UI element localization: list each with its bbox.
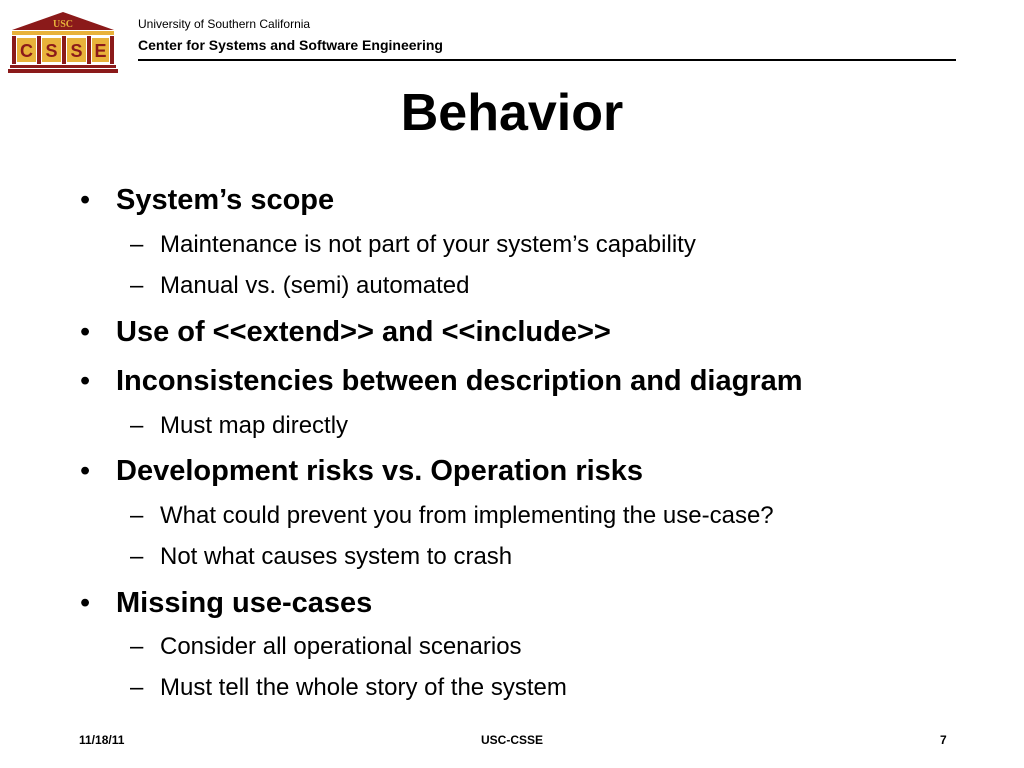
footer-date: 11/18/11	[79, 733, 125, 747]
bullet-item	[80, 183, 334, 217]
sub-bullet-mark: –	[130, 502, 144, 529]
logo-usc-text: USC	[52, 19, 74, 30]
logo-letter: S	[70, 41, 83, 61]
bullet-item	[80, 315, 611, 349]
sub-bullet-text: Maintenance is not part of your system’s capability	[160, 231, 696, 258]
sub-bullet-mark: –	[130, 674, 144, 701]
sub-bullet-mark: –	[130, 543, 144, 570]
footer-center-label: USC-CSSE	[480, 733, 543, 747]
bullet-text: Development risks vs. Operation risks	[116, 455, 644, 487]
sub-bullet-mark: –	[130, 272, 144, 299]
university-name: University of Southern California	[138, 17, 311, 31]
page-number: 7	[940, 733, 947, 747]
sub-bullet-item	[130, 543, 512, 571]
bullet-text: Inconsistencies between description and diagram	[116, 365, 803, 397]
bullet-item	[80, 454, 643, 488]
sub-bullet-text: Not what causes system to crash	[160, 543, 513, 570]
sub-bullet-item	[130, 272, 469, 300]
sub-bullet-text: What could prevent you from implementing the use-case?	[160, 502, 774, 529]
sub-bullet-mark: –	[130, 231, 144, 258]
bullet-mark: •	[80, 316, 91, 348]
logo-letter: S	[45, 41, 58, 61]
bullet-text: System’s scope	[116, 184, 335, 216]
sub-bullet-text: Must tell the whole story of the system	[160, 674, 567, 701]
logo-letter: E	[94, 41, 107, 61]
sub-bullet-item	[130, 674, 567, 702]
bullet-text: Use of <<extend>> and <<include>>	[116, 316, 611, 348]
sub-bullet-item	[130, 502, 774, 530]
bullet-mark: •	[80, 184, 91, 216]
bullet-mark: •	[80, 365, 91, 397]
center-name: Center for Systems and Software Engineering	[138, 37, 443, 53]
sub-bullet-item	[130, 412, 348, 440]
logo-letter: C	[20, 41, 33, 61]
bullet-item	[80, 364, 803, 398]
bullet-mark: •	[80, 587, 91, 619]
sub-bullet-item	[130, 231, 696, 259]
bullet-item	[80, 586, 372, 620]
bullet-mark: •	[80, 455, 91, 487]
sub-bullet-text: Must map directly	[160, 412, 349, 439]
sub-bullet-text: Consider all operational scenarios	[160, 633, 522, 660]
sub-bullet-item	[130, 633, 522, 661]
sub-bullet-mark: –	[130, 412, 144, 439]
sub-bullet-text: Manual vs. (semi) automated	[160, 272, 470, 299]
bullet-text: Missing use-cases	[116, 587, 373, 619]
slide-title: Behavior	[400, 84, 624, 142]
sub-bullet-mark: –	[130, 633, 144, 660]
